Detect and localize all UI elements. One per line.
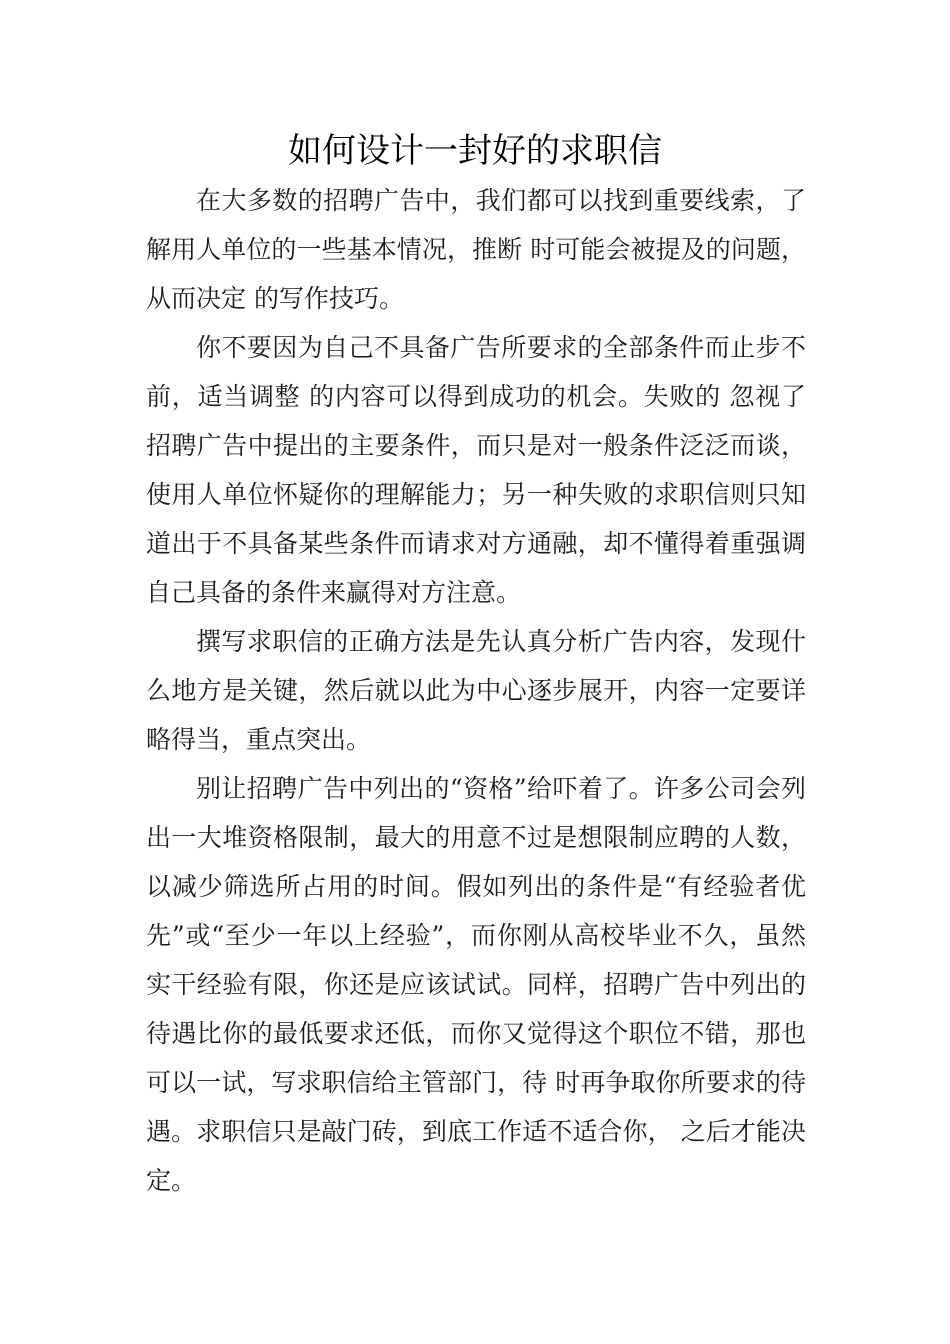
paragraph-2: 你不要因为自己不具备广告所要求的全部条件而止步不前，适当调整 的内容可以得到成功的机会。失败的 忽视了招聘广告中提出的主要条件，而只是对一般条件泛泛而谈，使用人单位怀疑你的理解能力；另一种失败的求职信则只知道出于不具备某些条件而请求对方通融，却不懂得着重强调自己具备的条件来赢得对方注意。: [146, 333, 806, 607]
paragraph-4: 别让招聘广告中列出的“资格”给吓着了。许多公司会列出一大堆资格限制，最大的用意不过是想限制应聘的人数，以减少筛选所占用的时间。假如列出的条件是“有经验者优先”或“至少一年以上经验”，而你刚从高校毕业不久，虽然实干经验有限，你还是应该试试。同样，招聘广告中列出的待遇比你的最低要求还低，而你又觉得这个职位不错，那也可以一试，写求职信给主管部门，待 时再争取你所要求的待遇。求职信只是敲门砖，到底工作适不适合你， 之后才能决定。: [146, 774, 806, 1195]
paragraph-1: 在大多数的招聘广告中，我们都可以找到重要线索，了解用人单位的一些基本情况，推断 时可能会被提及的问题，从而决定 的写作技巧。: [146, 186, 806, 313]
paragraph-3: 撰写求职信的正确方法是先认真分析广告内容，发现什么地方是关键，然后就以此为中心逐步展开，内容一定要详略得当，重点突出。: [146, 627, 806, 754]
document-title: 如何设计一封好的求职信: [288, 131, 662, 171]
document-body: [146, 176, 806, 1205]
